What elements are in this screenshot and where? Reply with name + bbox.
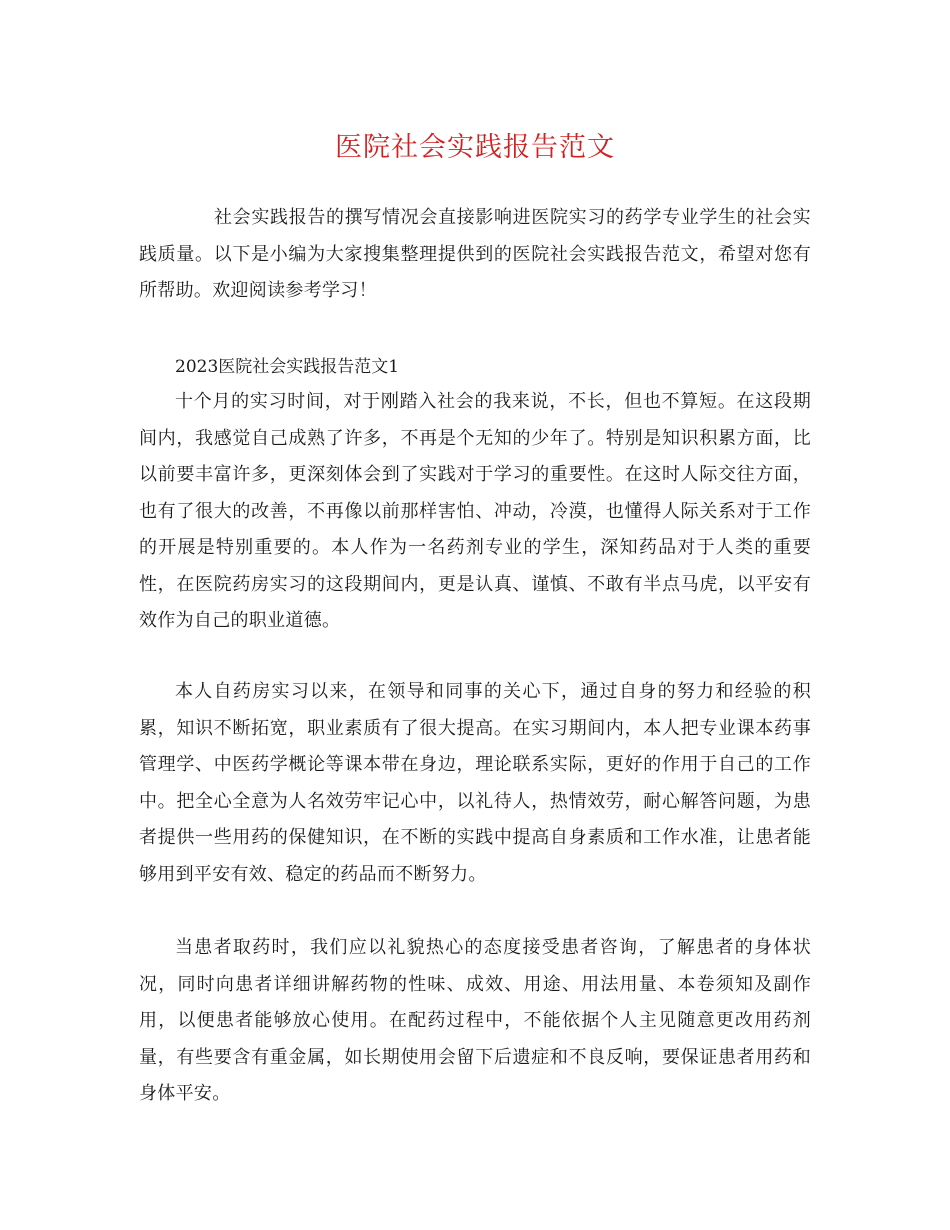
intro-paragraph: 社会实践报告的撰写情况会直接影响进医院实习的药学专业学生的社会实践质量。以下是小编为大家搜集整理提供到的医院社会实践报告范文，希望对您有所帮助。欢迎阅读参考学习！ [139,207,811,301]
body-paragraph-1: 十个月的实习时间，对于刚踏入社会的我来说，不长，但也不算短。在这段期间内，我感觉自己成熟了许多，不再是个无知的少年了。特别是知识积累方面，比以前要丰富许多，更深刻体会到了实践对于学习的重要性。在这时人际交往方面，也有了很大的改善，不再像以前那样害怕、冲动，冷漠，也懂得人际关系对于工作的开展是特别重要的。本人作为一名药剂专业的学生，深知药品对于人类的重要性，在医院药房实习的这段期间内，更是认真、谨慎、不敢有半点马虎，以平安有效作为自己的职业道德。 [139,391,811,631]
body-paragraph-2: 本人自药房实习以来，在领导和同事的关心下，通过自身的努力和经验的积累，知识不断拓宽，职业素质有了很大提高。在实习期间内，本人把专业课本药事管理学、中医药学概论等课本带在身边，理论联系实际，更好的作用于自己的工作中。把全心全意为人名效劳牢记心中，以礼待人，热情效劳，耐心解答问题，为患者提供一些用药的保健知识，在不断的实践中提高自身素质和工作水准，让患者能够用到平安有效、稳定的药品而不断努力。 [139,681,811,885]
body-paragraph-3: 当患者取药时，我们应以礼貌热心的态度接受患者咨询，了解患者的身体状况，同时向患者详细讲解药物的性味、成效、用途、用法用量、本卷须知及副作用，以便患者能够放心使用。在配药过程中，不能依据个人主见随意更改用药剂量，有些要含有重金属，如长期使用会留下后遗症和不良反响，要保证患者用药和身体平安。 [139,937,811,1104]
section-heading: 2023医院社会实践报告范文1 [175,357,400,377]
page-title: 医院社会实践报告范文 [335,132,615,163]
